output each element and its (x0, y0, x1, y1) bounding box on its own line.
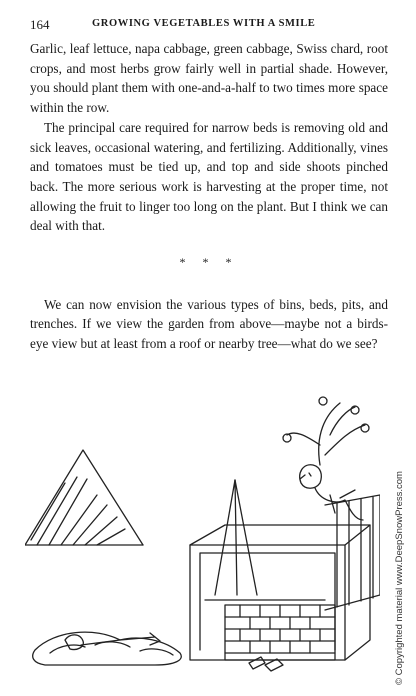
page-header (30, 17, 380, 35)
small-bricks (249, 657, 283, 671)
brick-wall (225, 605, 335, 660)
page-number: 164 (30, 17, 50, 32)
copyright-watermark-text: © Copyrighted material www.DeepSnowPress.com (394, 471, 405, 685)
paragraph-bed-care: The principal care required for narrow beds is removing old and sick leaves, occasional watering, and fertilizing. Additionally, vines and tomatoes must be tied up, and top and side shoots pinched back. The more serious work is harvesting at the proper time, not allowing the fruit to linger too long on the plant. But I think we can deal with that. (30, 119, 388, 234)
man-in-tree-figure (300, 465, 363, 520)
copyright-watermark (394, 420, 408, 685)
gardener-figure (65, 633, 160, 650)
tree-with-apples (283, 397, 369, 465)
paragraph-shade-crops: Garlic, leaf lettuce, napa cabbage, green cabbage, Swiss chard, root crops, and most herbs grow fairly well in partial shade. However, you should plant them with one-and-a-half to two times more space within the row. (30, 41, 388, 116)
running-head: GROWING VEGETABLES WITH A SMILE (92, 18, 316, 29)
body-text (30, 39, 388, 354)
roof-left (25, 450, 143, 545)
tall-stake (215, 480, 257, 595)
ground-pile (33, 632, 182, 665)
section-break: * * * (179, 255, 239, 270)
paragraph-garden-view: We can now envision the various types of bins, beds, pits, and trenches. If we view the garden from above—maybe not a birds-eye view but at least from a roof or nearby tree—what do we see? (30, 296, 388, 352)
garden-cartoon-illustration (25, 395, 380, 685)
